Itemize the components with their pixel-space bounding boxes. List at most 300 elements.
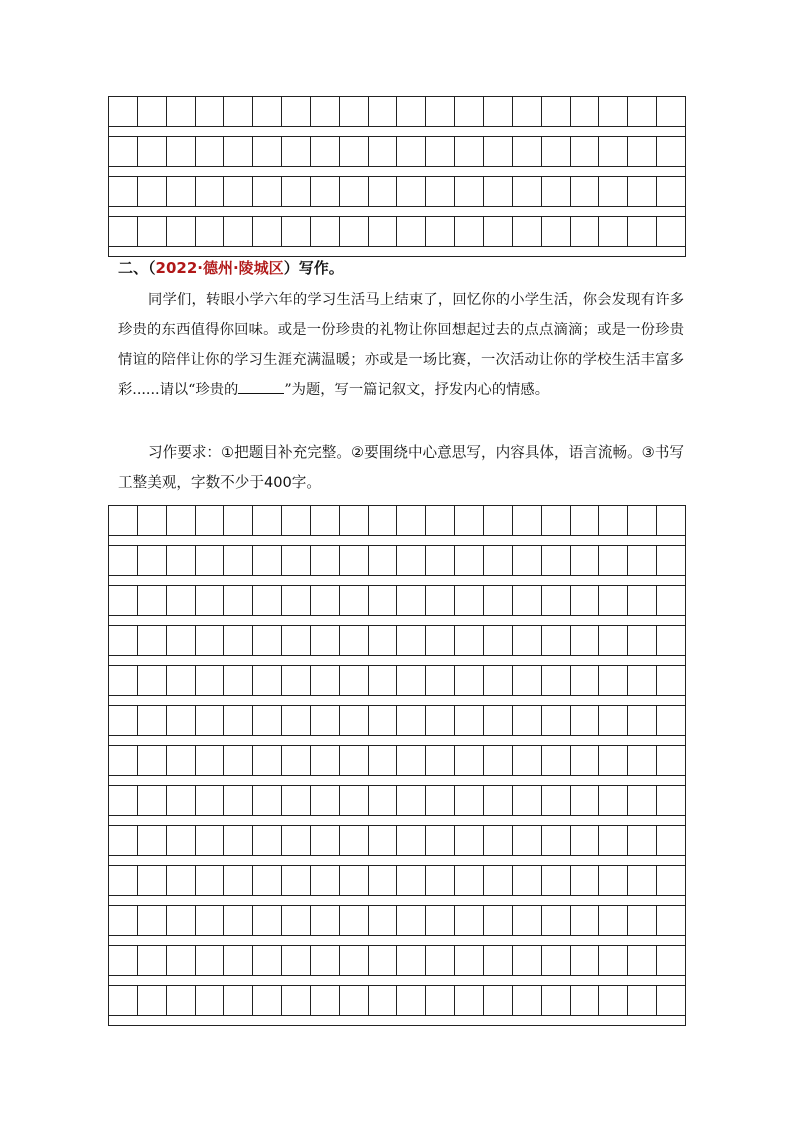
grid-cell[interactable] [599, 746, 628, 775]
grid-cell[interactable] [484, 986, 513, 1015]
grid-cell[interactable] [224, 626, 253, 655]
grid-cell[interactable] [397, 906, 426, 935]
grid-cell[interactable] [513, 546, 542, 575]
grid-cell[interactable] [571, 866, 600, 895]
grid-cell[interactable] [571, 986, 600, 1015]
grid-cell[interactable] [542, 786, 571, 815]
grid-cell[interactable] [167, 826, 196, 855]
grid-cell[interactable] [340, 586, 369, 615]
grid-cell[interactable] [109, 786, 138, 815]
grid-cell[interactable] [426, 217, 455, 246]
grid-cell[interactable] [513, 746, 542, 775]
grid-cell[interactable] [628, 746, 657, 775]
grid-cell[interactable] [628, 586, 657, 615]
grid-cell[interactable] [224, 506, 253, 535]
grid-cell[interactable] [109, 946, 138, 975]
grid-cell[interactable] [657, 706, 685, 735]
grid-cell[interactable] [224, 137, 253, 166]
grid-cell[interactable] [426, 177, 455, 206]
grid-cell[interactable] [369, 786, 398, 815]
grid-cell[interactable] [484, 946, 513, 975]
grid-cell[interactable] [109, 586, 138, 615]
grid-cell[interactable] [167, 946, 196, 975]
grid-cell[interactable] [542, 586, 571, 615]
writing-grid-continued[interactable] [108, 96, 686, 257]
grid-cell[interactable] [109, 506, 138, 535]
grid-cell[interactable] [542, 706, 571, 735]
grid-cell[interactable] [340, 546, 369, 575]
grid-cell[interactable] [571, 506, 600, 535]
grid-cell[interactable] [282, 666, 311, 695]
grid-cell[interactable] [426, 666, 455, 695]
grid-cell[interactable] [253, 546, 282, 575]
grid-cell[interactable] [484, 626, 513, 655]
grid-cell[interactable] [628, 786, 657, 815]
grid-cell[interactable] [311, 626, 340, 655]
grid-cell[interactable] [571, 906, 600, 935]
grid-cell[interactable] [369, 506, 398, 535]
grid-cell[interactable] [369, 217, 398, 246]
grid-cell[interactable] [224, 986, 253, 1015]
grid-cell[interactable] [311, 177, 340, 206]
grid-cell[interactable] [513, 946, 542, 975]
grid-cell[interactable] [426, 506, 455, 535]
grid-cell[interactable] [196, 786, 225, 815]
grid-cell[interactable] [397, 177, 426, 206]
grid-cell[interactable] [657, 746, 685, 775]
grid-cell[interactable] [484, 217, 513, 246]
grid-cell[interactable] [340, 786, 369, 815]
grid-cell[interactable] [484, 666, 513, 695]
grid-cell[interactable] [455, 546, 484, 575]
grid-cell[interactable] [542, 666, 571, 695]
grid-cell[interactable] [369, 706, 398, 735]
grid-cell[interactable] [282, 97, 311, 126]
grid-cell[interactable] [397, 866, 426, 895]
grid-cell[interactable] [109, 706, 138, 735]
grid-cell[interactable] [657, 786, 685, 815]
grid-cell[interactable] [397, 706, 426, 735]
grid-cell[interactable] [282, 746, 311, 775]
grid-cell[interactable] [340, 97, 369, 126]
grid-cell[interactable] [513, 626, 542, 655]
grid-cell[interactable] [224, 666, 253, 695]
grid-cell[interactable] [253, 177, 282, 206]
grid-cell[interactable] [369, 666, 398, 695]
grid-cell[interactable] [167, 786, 196, 815]
grid-cell[interactable] [397, 786, 426, 815]
grid-cell[interactable] [599, 986, 628, 1015]
grid-cell[interactable] [571, 137, 600, 166]
grid-cell[interactable] [426, 586, 455, 615]
grid-cell[interactable] [196, 906, 225, 935]
grid-cell[interactable] [196, 137, 225, 166]
grid-cell[interactable] [513, 586, 542, 615]
grid-cell[interactable] [340, 826, 369, 855]
grid-cell[interactable] [657, 506, 685, 535]
grid-cell[interactable] [196, 546, 225, 575]
grid-cell[interactable] [484, 97, 513, 126]
grid-cell[interactable] [542, 866, 571, 895]
grid-cell[interactable] [513, 666, 542, 695]
grid-cell[interactable] [224, 826, 253, 855]
grid-cell[interactable] [599, 826, 628, 855]
grid-cell[interactable] [571, 786, 600, 815]
grid-cell[interactable] [311, 97, 340, 126]
grid-cell[interactable] [628, 666, 657, 695]
grid-cell[interactable] [311, 706, 340, 735]
grid-cell[interactable] [542, 546, 571, 575]
grid-cell[interactable] [628, 986, 657, 1015]
grid-cell[interactable] [167, 97, 196, 126]
grid-cell[interactable] [224, 906, 253, 935]
grid-cell[interactable] [455, 97, 484, 126]
grid-cell[interactable] [599, 626, 628, 655]
grid-cell[interactable] [340, 746, 369, 775]
grid-cell[interactable] [571, 626, 600, 655]
grid-cell[interactable] [369, 586, 398, 615]
grid-cell[interactable] [599, 666, 628, 695]
grid-cell[interactable] [224, 586, 253, 615]
grid-cell[interactable] [455, 177, 484, 206]
grid-cell[interactable] [426, 746, 455, 775]
grid-cell[interactable] [196, 626, 225, 655]
grid-cell[interactable] [167, 217, 196, 246]
grid-cell[interactable] [196, 746, 225, 775]
grid-cell[interactable] [109, 866, 138, 895]
writing-grid[interactable] [108, 505, 686, 1026]
grid-cell[interactable] [542, 946, 571, 975]
grid-cell[interactable] [138, 626, 167, 655]
grid-cell[interactable] [628, 177, 657, 206]
grid-cell[interactable] [109, 666, 138, 695]
grid-cell[interactable] [484, 506, 513, 535]
grid-cell[interactable] [224, 97, 253, 126]
grid-cell[interactable] [599, 137, 628, 166]
grid-cell[interactable] [369, 177, 398, 206]
grid-cell[interactable] [340, 946, 369, 975]
grid-cell[interactable] [455, 706, 484, 735]
grid-cell[interactable] [282, 546, 311, 575]
grid-cell[interactable] [167, 666, 196, 695]
grid-cell[interactable] [628, 97, 657, 126]
grid-cell[interactable] [571, 666, 600, 695]
grid-cell[interactable] [484, 137, 513, 166]
grid-cell[interactable] [253, 706, 282, 735]
grid-cell[interactable] [167, 177, 196, 206]
title-blank[interactable] [238, 379, 284, 394]
grid-cell[interactable] [138, 666, 167, 695]
grid-cell[interactable] [455, 866, 484, 895]
grid-cell[interactable] [571, 706, 600, 735]
grid-cell[interactable] [311, 546, 340, 575]
grid-cell[interactable] [628, 546, 657, 575]
grid-cell[interactable] [628, 946, 657, 975]
grid-cell[interactable] [196, 826, 225, 855]
grid-cell[interactable] [426, 706, 455, 735]
grid-cell[interactable] [340, 137, 369, 166]
grid-cell[interactable] [599, 506, 628, 535]
grid-cell[interactable] [196, 97, 225, 126]
grid-cell[interactable] [369, 626, 398, 655]
grid-cell[interactable] [282, 217, 311, 246]
grid-cell[interactable] [426, 97, 455, 126]
grid-cell[interactable] [224, 746, 253, 775]
grid-cell[interactable] [109, 626, 138, 655]
grid-cell[interactable] [513, 906, 542, 935]
grid-cell[interactable] [426, 866, 455, 895]
grid-cell[interactable] [109, 137, 138, 166]
grid-cell[interactable] [657, 826, 685, 855]
grid-cell[interactable] [455, 746, 484, 775]
grid-cell[interactable] [282, 786, 311, 815]
grid-cell[interactable] [657, 586, 685, 615]
grid-cell[interactable] [340, 626, 369, 655]
grid-cell[interactable] [484, 546, 513, 575]
grid-cell[interactable] [311, 866, 340, 895]
grid-cell[interactable] [196, 586, 225, 615]
grid-cell[interactable] [282, 626, 311, 655]
grid-cell[interactable] [628, 906, 657, 935]
grid-cell[interactable] [311, 826, 340, 855]
grid-cell[interactable] [599, 706, 628, 735]
grid-cell[interactable] [340, 506, 369, 535]
grid-cell[interactable] [167, 626, 196, 655]
grid-cell[interactable] [138, 826, 167, 855]
grid-cell[interactable] [542, 986, 571, 1015]
grid-cell[interactable] [369, 137, 398, 166]
grid-cell[interactable] [253, 786, 282, 815]
grid-cell[interactable] [397, 506, 426, 535]
grid-cell[interactable] [138, 217, 167, 246]
grid-cell[interactable] [397, 97, 426, 126]
grid-cell[interactable] [167, 546, 196, 575]
grid-cell[interactable] [657, 946, 685, 975]
grid-cell[interactable] [513, 97, 542, 126]
grid-cell[interactable] [282, 946, 311, 975]
grid-cell[interactable] [196, 706, 225, 735]
grid-cell[interactable] [571, 746, 600, 775]
grid-cell[interactable] [340, 666, 369, 695]
grid-cell[interactable] [484, 826, 513, 855]
grid-cell[interactable] [138, 177, 167, 206]
grid-cell[interactable] [253, 586, 282, 615]
grid-cell[interactable] [282, 826, 311, 855]
grid-cell[interactable] [340, 986, 369, 1015]
grid-cell[interactable] [253, 866, 282, 895]
grid-cell[interactable] [657, 866, 685, 895]
grid-cell[interactable] [513, 137, 542, 166]
grid-cell[interactable] [397, 586, 426, 615]
grid-cell[interactable] [138, 586, 167, 615]
grid-cell[interactable] [167, 706, 196, 735]
grid-cell[interactable] [224, 946, 253, 975]
grid-cell[interactable] [369, 746, 398, 775]
grid-cell[interactable] [109, 906, 138, 935]
grid-cell[interactable] [571, 177, 600, 206]
grid-cell[interactable] [167, 906, 196, 935]
grid-cell[interactable] [513, 986, 542, 1015]
grid-cell[interactable] [657, 97, 685, 126]
grid-cell[interactable] [109, 546, 138, 575]
grid-cell[interactable] [397, 986, 426, 1015]
grid-cell[interactable] [138, 546, 167, 575]
grid-cell[interactable] [455, 666, 484, 695]
grid-cell[interactable] [455, 906, 484, 935]
grid-cell[interactable] [426, 826, 455, 855]
grid-cell[interactable] [397, 666, 426, 695]
grid-cell[interactable] [571, 946, 600, 975]
grid-cell[interactable] [167, 137, 196, 166]
grid-cell[interactable] [628, 217, 657, 246]
grid-cell[interactable] [397, 546, 426, 575]
grid-cell[interactable] [167, 866, 196, 895]
grid-cell[interactable] [484, 706, 513, 735]
grid-cell[interactable] [253, 626, 282, 655]
grid-cell[interactable] [484, 906, 513, 935]
grid-cell[interactable] [657, 217, 685, 246]
grid-cell[interactable] [628, 626, 657, 655]
grid-cell[interactable] [253, 986, 282, 1015]
grid-cell[interactable] [196, 177, 225, 206]
grid-cell[interactable] [571, 546, 600, 575]
grid-cell[interactable] [513, 217, 542, 246]
grid-cell[interactable] [282, 706, 311, 735]
grid-cell[interactable] [138, 866, 167, 895]
grid-cell[interactable] [397, 946, 426, 975]
grid-cell[interactable] [426, 137, 455, 166]
grid-cell[interactable] [196, 986, 225, 1015]
grid-cell[interactable] [253, 826, 282, 855]
grid-cell[interactable] [484, 866, 513, 895]
grid-cell[interactable] [138, 506, 167, 535]
grid-cell[interactable] [224, 546, 253, 575]
grid-cell[interactable] [282, 586, 311, 615]
grid-cell[interactable] [542, 97, 571, 126]
grid-cell[interactable] [109, 746, 138, 775]
grid-cell[interactable] [426, 986, 455, 1015]
grid-cell[interactable] [599, 546, 628, 575]
grid-cell[interactable] [455, 986, 484, 1015]
grid-cell[interactable] [196, 666, 225, 695]
grid-cell[interactable] [167, 506, 196, 535]
grid-cell[interactable] [599, 97, 628, 126]
grid-cell[interactable] [138, 137, 167, 166]
grid-cell[interactable] [138, 97, 167, 126]
grid-cell[interactable] [599, 946, 628, 975]
grid-cell[interactable] [599, 177, 628, 206]
grid-cell[interactable] [340, 906, 369, 935]
grid-cell[interactable] [571, 217, 600, 246]
grid-cell[interactable] [138, 946, 167, 975]
grid-cell[interactable] [340, 177, 369, 206]
grid-cell[interactable] [109, 97, 138, 126]
grid-cell[interactable] [484, 177, 513, 206]
grid-cell[interactable] [224, 706, 253, 735]
grid-cell[interactable] [426, 626, 455, 655]
grid-cell[interactable] [138, 746, 167, 775]
grid-cell[interactable] [426, 906, 455, 935]
grid-cell[interactable] [397, 626, 426, 655]
grid-cell[interactable] [253, 137, 282, 166]
grid-cell[interactable] [311, 137, 340, 166]
grid-cell[interactable] [369, 906, 398, 935]
grid-cell[interactable] [167, 746, 196, 775]
grid-cell[interactable] [484, 586, 513, 615]
grid-cell[interactable] [426, 786, 455, 815]
grid-cell[interactable] [455, 626, 484, 655]
grid-cell[interactable] [282, 906, 311, 935]
grid-cell[interactable] [542, 746, 571, 775]
grid-cell[interactable] [253, 97, 282, 126]
grid-cell[interactable] [628, 137, 657, 166]
grid-cell[interactable] [599, 866, 628, 895]
grid-cell[interactable] [455, 506, 484, 535]
grid-cell[interactable] [513, 786, 542, 815]
grid-cell[interactable] [542, 217, 571, 246]
grid-cell[interactable] [109, 217, 138, 246]
grid-cell[interactable] [628, 706, 657, 735]
grid-cell[interactable] [311, 586, 340, 615]
grid-cell[interactable] [599, 906, 628, 935]
grid-cell[interactable] [628, 506, 657, 535]
grid-cell[interactable] [196, 217, 225, 246]
grid-cell[interactable] [484, 786, 513, 815]
grid-cell[interactable] [167, 586, 196, 615]
grid-cell[interactable] [542, 906, 571, 935]
grid-cell[interactable] [599, 586, 628, 615]
grid-cell[interactable] [513, 177, 542, 206]
grid-cell[interactable] [253, 506, 282, 535]
grid-cell[interactable] [311, 746, 340, 775]
grid-cell[interactable] [455, 217, 484, 246]
grid-cell[interactable] [455, 946, 484, 975]
grid-cell[interactable] [282, 506, 311, 535]
grid-cell[interactable] [253, 906, 282, 935]
grid-cell[interactable] [167, 986, 196, 1015]
grid-cell[interactable] [542, 137, 571, 166]
grid-cell[interactable] [253, 946, 282, 975]
grid-cell[interactable] [657, 666, 685, 695]
grid-cell[interactable] [282, 137, 311, 166]
grid-cell[interactable] [369, 826, 398, 855]
grid-cell[interactable] [657, 177, 685, 206]
grid-cell[interactable] [196, 506, 225, 535]
grid-cell[interactable] [282, 986, 311, 1015]
grid-cell[interactable] [657, 906, 685, 935]
grid-cell[interactable] [513, 506, 542, 535]
grid-cell[interactable] [138, 706, 167, 735]
grid-cell[interactable] [455, 586, 484, 615]
grid-cell[interactable] [484, 746, 513, 775]
grid-cell[interactable] [369, 546, 398, 575]
grid-cell[interactable] [138, 906, 167, 935]
grid-cell[interactable] [311, 506, 340, 535]
grid-cell[interactable] [426, 946, 455, 975]
grid-cell[interactable] [455, 826, 484, 855]
grid-cell[interactable] [542, 506, 571, 535]
grid-cell[interactable] [369, 866, 398, 895]
grid-cell[interactable] [599, 217, 628, 246]
grid-cell[interactable] [224, 786, 253, 815]
grid-cell[interactable] [311, 906, 340, 935]
grid-cell[interactable] [282, 866, 311, 895]
grid-cell[interactable] [513, 826, 542, 855]
grid-cell[interactable] [397, 217, 426, 246]
grid-cell[interactable] [224, 217, 253, 246]
grid-cell[interactable] [224, 866, 253, 895]
grid-cell[interactable] [311, 946, 340, 975]
